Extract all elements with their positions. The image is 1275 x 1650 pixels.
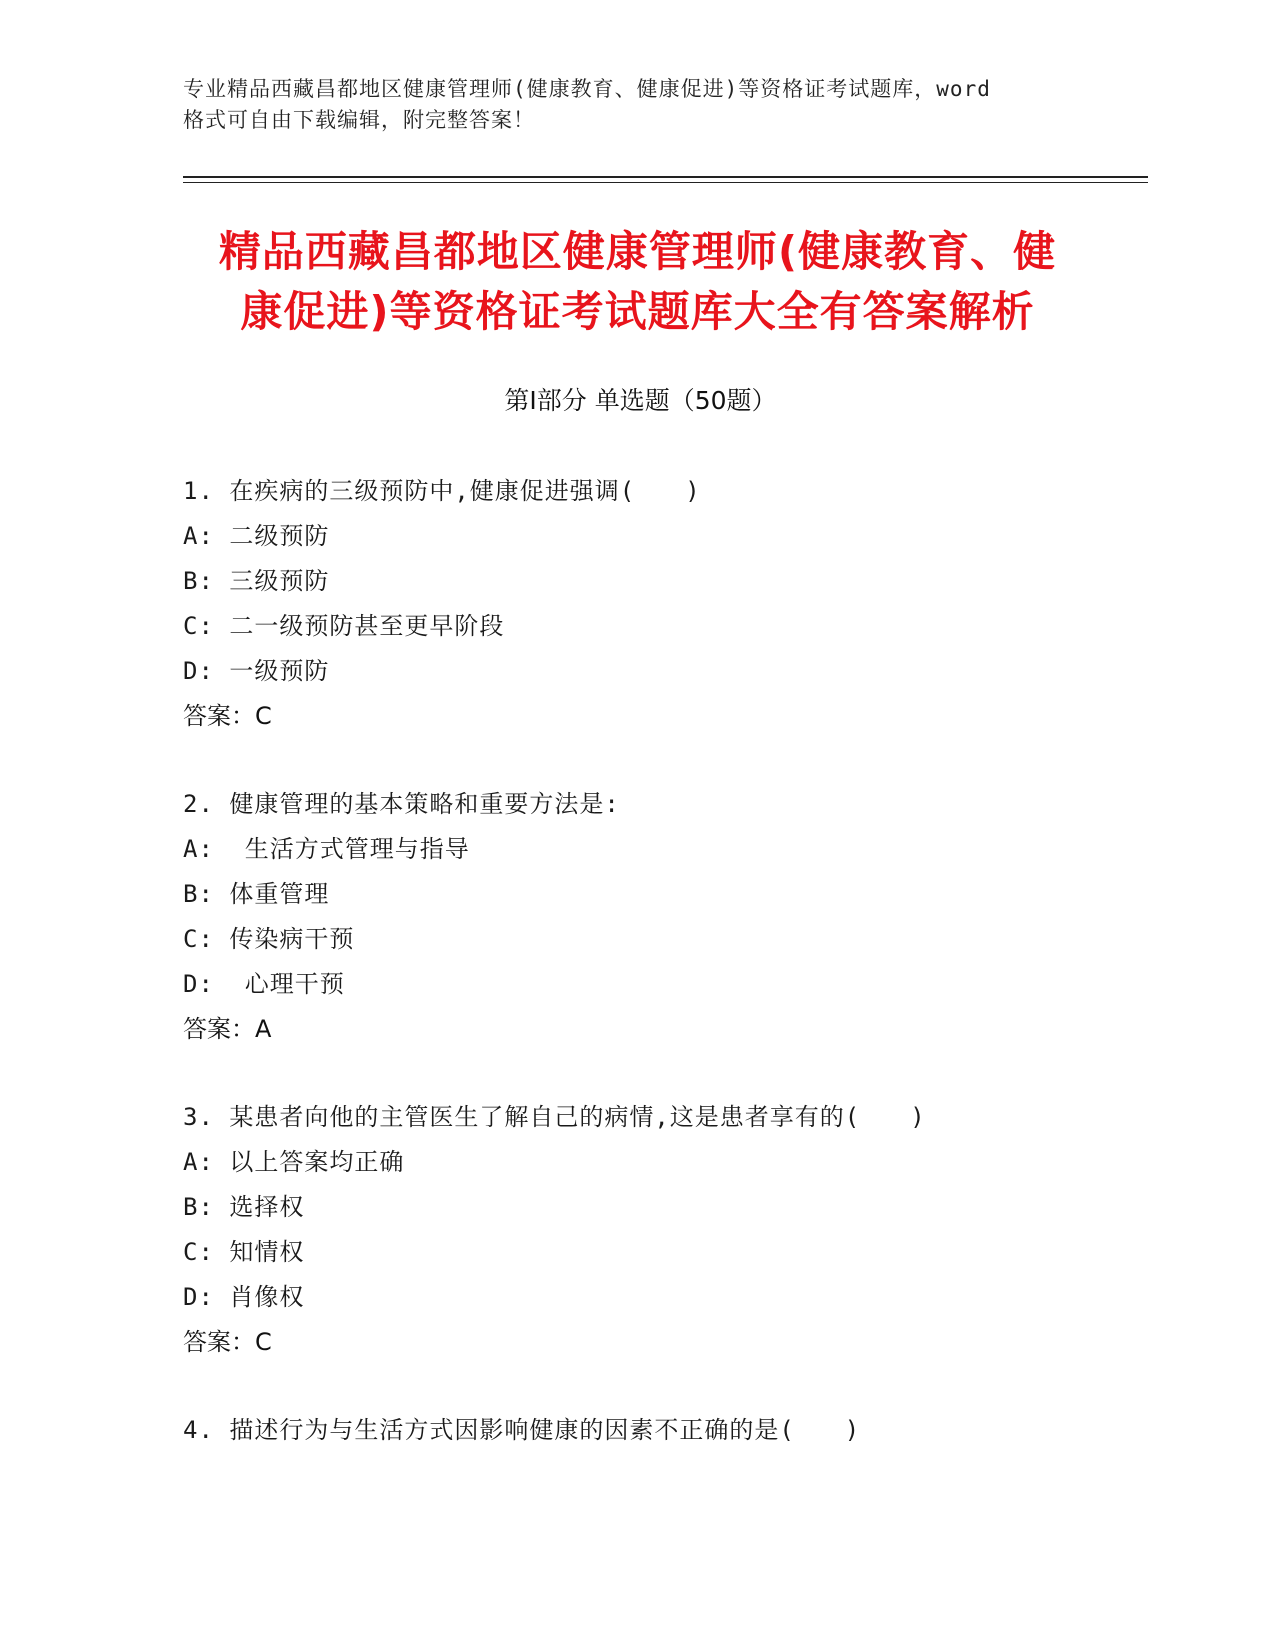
document-title-line-1: 精品西藏昌都地区健康管理师(健康教育、健	[218, 227, 1057, 276]
option-b: B: 体重管理	[183, 880, 330, 908]
option-d: D: 一级预防	[183, 657, 330, 685]
option-c: C: 二一级预防甚至更早阶段	[183, 612, 505, 640]
question-stem: 1. 在疾病的三级预防中,健康促进强调( )	[183, 477, 701, 505]
section-title: 第Ⅰ部分 单选题（50题）	[504, 386, 777, 415]
header-note-line-2: 格式可自由下载编辑，附完整答案！	[183, 108, 535, 132]
option-a: A: 以上答案均正确	[183, 1148, 405, 1176]
document-title-line-2: 康促进)等资格证考试题库大全有答案解析	[240, 287, 1035, 336]
question-3	[183, 1095, 1123, 1365]
question-list	[183, 469, 1123, 1496]
question-2	[183, 782, 1123, 1052]
question-4	[183, 1408, 1123, 1453]
header-note	[183, 74, 1083, 136]
question-stem: 3. 某患者向他的主管医生了解自己的病情,这是患者享有的( )	[183, 1103, 926, 1131]
answer: 答案：C	[183, 702, 272, 730]
header-divider-thin	[183, 182, 1148, 183]
question-stem: 4. 描述行为与生活方式因影响健康的因素不正确的是( )	[183, 1416, 861, 1444]
option-a: A: 生活方式管理与指导	[183, 835, 470, 863]
option-b: B: 三级预防	[183, 567, 330, 595]
option-d: D: 肖像权	[183, 1283, 305, 1311]
answer: 答案：A	[183, 1015, 272, 1043]
question-1	[183, 469, 1123, 739]
header-note-line-1: 专业精品西藏昌都地区健康管理师(健康教育、健康促进)等资格证考试题库，word	[183, 77, 991, 101]
option-c: C: 传染病干预	[183, 925, 355, 953]
header-divider-thick	[183, 176, 1148, 178]
option-a: A: 二级预防	[183, 522, 330, 550]
question-stem: 2. 健康管理的基本策略和重要方法是:	[183, 790, 620, 818]
answer: 答案：C	[183, 1328, 272, 1356]
document-title	[160, 222, 1115, 342]
option-b: B: 选择权	[183, 1193, 305, 1221]
option-d: D: 心理干预	[183, 970, 345, 998]
option-c: C: 知情权	[183, 1238, 305, 1266]
